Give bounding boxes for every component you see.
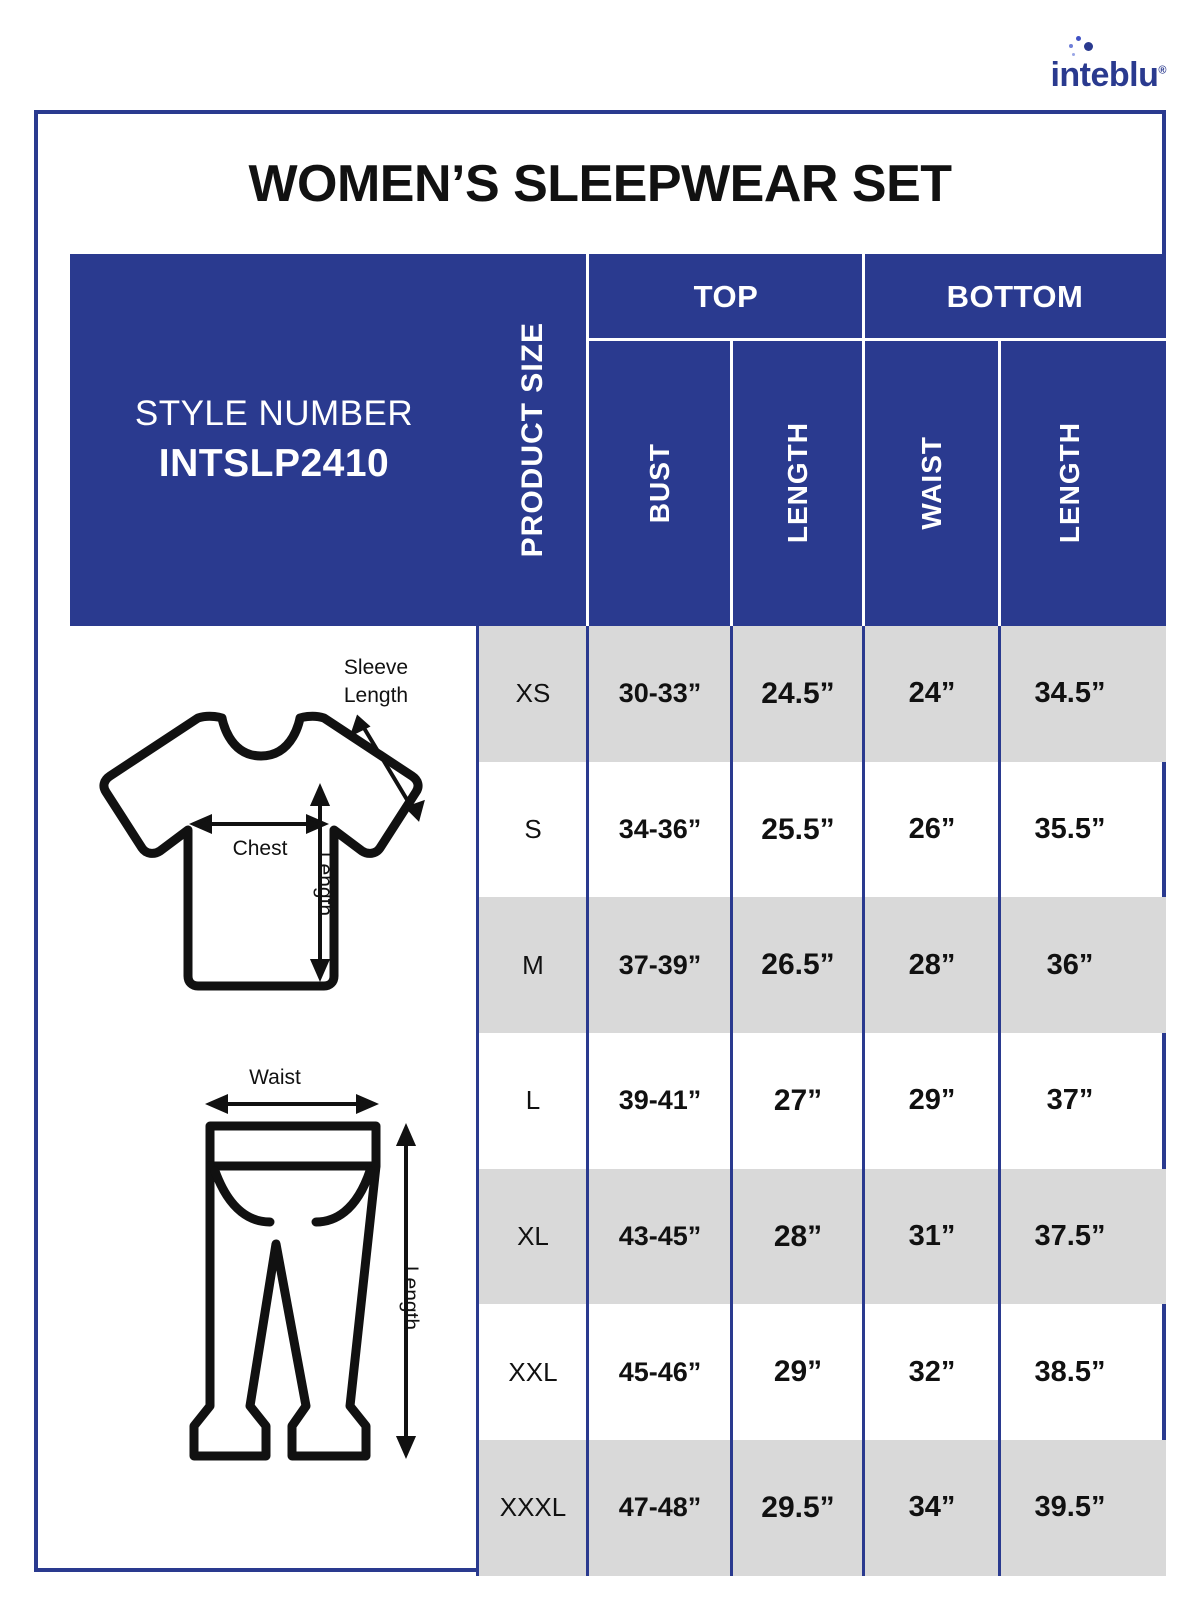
cell-size: M	[522, 949, 544, 980]
cell-bust: 45-46”	[618, 1356, 702, 1387]
header-waist	[864, 340, 1000, 626]
style-number-label: STYLE NUMBER	[134, 394, 414, 433]
header-top-length	[732, 340, 864, 626]
table-body	[70, 626, 1166, 1576]
header-waist-label: WAIST	[916, 436, 947, 530]
cell-waist: 26”	[908, 813, 956, 846]
brand-mark	[1050, 28, 1166, 58]
table-header-band	[70, 254, 1166, 626]
cell-size: XXXL	[499, 1492, 567, 1523]
header-group-bottom: BOTTOM	[946, 279, 1084, 314]
cell-bust: 34-36”	[618, 814, 702, 845]
cell-size: XL	[517, 1221, 549, 1252]
cell-waist: 31”	[908, 1220, 956, 1253]
column-divider	[586, 626, 589, 1576]
cell-top-length: 24.5”	[761, 676, 835, 710]
style-number-value: INTSLP2410	[158, 442, 390, 485]
sleeve-length-label-line2: Length	[343, 684, 409, 707]
garment-diagram-svg	[70, 626, 478, 1576]
cell-bust: 47-48”	[618, 1492, 702, 1523]
page-title: WOMEN’S SLEEPWEAR SET	[248, 155, 952, 213]
cell-waist: 28”	[908, 948, 956, 981]
header-product-size-label: PRODUCT SIZE	[516, 322, 549, 558]
header-bust	[588, 340, 732, 626]
cell-bust: 39-41”	[618, 1085, 702, 1116]
cell-size: XS	[515, 678, 551, 709]
table-row	[478, 897, 1166, 1033]
brand-logo	[1050, 28, 1166, 92]
table-row	[478, 626, 1166, 762]
top-length-label: Length	[313, 851, 336, 917]
cell-bust: 43-45”	[618, 1221, 702, 1252]
cell-bottom-length: 38.5”	[1034, 1355, 1106, 1388]
measurement-table	[478, 626, 1166, 1576]
garment-illustration	[70, 626, 478, 1576]
cell-bottom-length: 39.5”	[1034, 1491, 1106, 1524]
cell-size: L	[525, 1085, 541, 1116]
cell-top-length: 27”	[773, 1083, 823, 1117]
chest-arrow	[194, 817, 324, 831]
header-divider	[586, 338, 1166, 341]
header-divider	[586, 254, 589, 626]
cell-top-length: 29”	[773, 1355, 823, 1389]
header-product-size	[478, 254, 588, 626]
bottom-length-label: Length	[399, 1265, 422, 1331]
brand-name-text: inteblu	[1050, 56, 1159, 94]
pants-outline	[194, 1126, 376, 1456]
table-row	[478, 1033, 1166, 1169]
cell-waist: 34”	[908, 1491, 956, 1524]
cell-top-length: 28”	[773, 1219, 823, 1253]
header-top-length-label: LENGTH	[782, 422, 813, 544]
cell-bottom-length: 37”	[1046, 1084, 1094, 1117]
header-divider	[998, 340, 1001, 626]
style-number-block	[70, 254, 478, 626]
header-divider	[862, 254, 865, 626]
cell-size: XXL	[508, 1356, 558, 1387]
sleeve-length-label-line1: Sleeve	[343, 656, 409, 679]
cell-top-length: 29.5”	[761, 1490, 835, 1524]
cell-bust: 37-39”	[618, 949, 702, 980]
cell-bottom-length: 37.5”	[1034, 1220, 1106, 1253]
cell-bottom-length: 34.5”	[1034, 677, 1106, 710]
brand-name	[1050, 58, 1166, 92]
cell-waist: 32”	[908, 1355, 956, 1388]
column-divider	[730, 626, 733, 1576]
header-group-top: TOP	[693, 279, 759, 314]
cell-bottom-length: 35.5”	[1034, 813, 1106, 846]
table-row	[478, 1440, 1166, 1576]
header-bust-label: BUST	[644, 442, 675, 524]
table-row	[478, 1169, 1166, 1305]
header-bottom-length-label: LENGTH	[1054, 422, 1085, 544]
cell-bust: 30-33”	[618, 678, 702, 709]
brand-trademark: ®	[1158, 64, 1166, 77]
chart-frame	[34, 110, 1166, 1572]
cell-top-length: 25.5”	[761, 812, 835, 846]
cell-waist: 29”	[908, 1084, 956, 1117]
column-divider	[862, 626, 865, 1576]
waist-label: Waist	[249, 1066, 301, 1089]
size-chart-grid	[70, 254, 1162, 1568]
cell-size: S	[524, 814, 542, 845]
table-row	[478, 762, 1166, 898]
column-divider	[476, 626, 479, 1576]
cell-waist: 24”	[908, 677, 956, 710]
cell-bottom-length: 36”	[1046, 948, 1094, 981]
chest-label: Chest	[232, 837, 288, 860]
header-bottom-length	[1000, 340, 1140, 626]
header-divider	[730, 340, 733, 626]
waist-arrow	[210, 1097, 374, 1111]
table-row	[478, 1304, 1166, 1440]
cell-top-length: 26.5”	[761, 948, 835, 982]
column-divider	[998, 626, 1001, 1576]
